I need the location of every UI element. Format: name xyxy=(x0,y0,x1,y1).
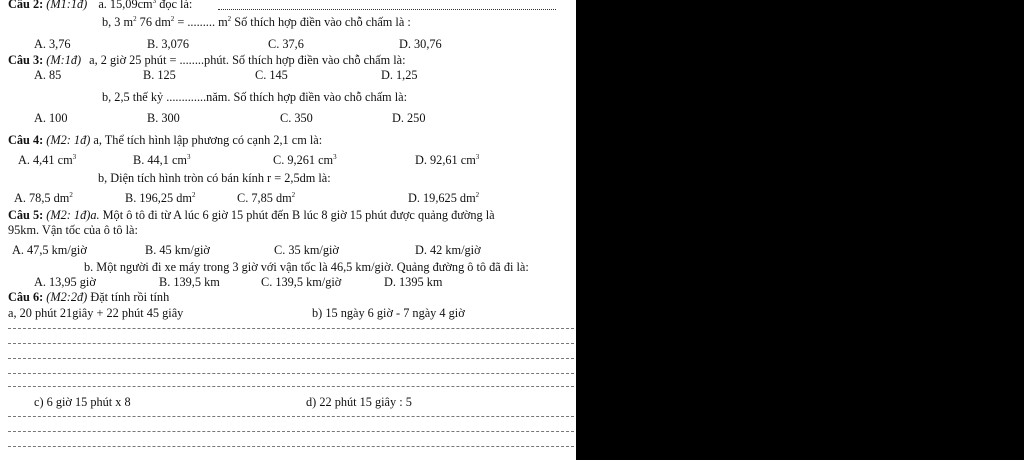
q4-header xyxy=(8,133,322,147)
q4-a-option-d[interactable]: D. 92,61 $cm^3$ xyxy=(415,153,480,167)
q4-b-option-a[interactable]: A. 78,5 $dm^2$ xyxy=(14,191,73,205)
q3-header xyxy=(8,53,406,67)
q5-a-text-line2: 95km. Vận tốc của ô tô là: xyxy=(8,223,138,237)
q5-b-option-b[interactable]: B. 139,5 km xyxy=(159,275,220,289)
q3-b-option-b[interactable]: B. 300 xyxy=(147,111,180,125)
q4-b-option-d[interactable]: D. 19,625 $dm^2$ xyxy=(408,191,480,205)
q3-level: (M:1đ) xyxy=(46,53,82,67)
q2-option-c[interactable]: C. 37,6 xyxy=(268,37,304,51)
q5-a-option-c[interactable]: C. 35 km/giờ xyxy=(274,243,339,257)
q5-header xyxy=(8,208,495,222)
q2-option-d[interactable]: D. 30,76 xyxy=(399,37,442,51)
q5-a-option-a[interactable]: A. 47,5 km/giờ xyxy=(12,243,87,257)
q6-label: Câu 6: xyxy=(8,290,44,304)
answer-line[interactable] xyxy=(8,328,574,329)
answer-line[interactable] xyxy=(8,416,574,417)
q2-a-text: a. $15,09cm^3$ đọc là: xyxy=(98,0,193,11)
q2-option-b[interactable]: B. 3,076 xyxy=(147,37,190,51)
q3-b-option-d[interactable]: D. 250 xyxy=(392,111,426,125)
q6-level: (M2:2đ) xyxy=(46,290,88,304)
q3-label: Câu 3: xyxy=(8,53,44,67)
q6-header xyxy=(8,290,169,304)
q2-label: Câu 2: xyxy=(8,0,44,11)
q4-a-option-a[interactable]: A. 4,41 $cm^3$ xyxy=(18,153,77,167)
q5-label: Câu 5: xyxy=(8,208,44,222)
q4-b-option-c[interactable]: C. 7,85 $dm^2$ xyxy=(237,191,296,205)
answer-line[interactable] xyxy=(8,431,574,432)
q5-b-option-c[interactable]: C. 139,5 km/giờ xyxy=(261,275,342,289)
q3-a-option-a[interactable]: A. 85 xyxy=(34,68,62,82)
q5-a-option-b[interactable]: B. 45 km/giờ xyxy=(145,243,210,257)
q4-label: Câu 4: xyxy=(8,133,44,147)
q4-b-option-b[interactable]: B. 196,25 $dm^2$ xyxy=(125,191,196,205)
q2-level: (M1:1đ) xyxy=(46,0,88,11)
q2-option-a[interactable]: A. 3,76 xyxy=(34,37,71,51)
q3-b-text: b, 2,5 thế kỷ .............năm. Số thích hợp điền vào chỗ chấm là: xyxy=(102,90,407,104)
q4-level: (M2: 1đ) xyxy=(46,133,91,147)
q6-a-text: a, 20 phút 21giây + 22 phút 45 giây xyxy=(8,306,184,320)
q4-a-text: a, Thể tích hình lập phương có cạnh 2,1 cm là: xyxy=(90,133,323,147)
answer-line[interactable] xyxy=(8,446,574,447)
q2-a-answer-line xyxy=(218,9,556,10)
q3-a-option-b[interactable]: B. 125 xyxy=(143,68,176,82)
answer-line[interactable] xyxy=(8,373,574,374)
black-background-panel xyxy=(576,0,1024,460)
q2-b-text: b, 3 $m^2$ 76 $dm^2$ = ......... $m^2$ Số thích hợp điền vào chỗ chấm là : xyxy=(102,15,411,29)
q5-b-text: b. Một người đi xe máy trong 3 giờ với vận tốc là 46,5 km/giờ. Quảng đường ô tô đã đi là: xyxy=(84,260,529,274)
q5-a-text-line1: Một ô tô đi từ A lúc 6 giờ 15 phút đến B lúc 8 giờ 15 phút được quảng đường là xyxy=(99,208,495,222)
answer-line[interactable] xyxy=(8,343,574,344)
q6-b-text: b) 15 ngày 6 giờ - 7 ngày 4 giờ xyxy=(312,306,465,320)
q5-b-option-a[interactable]: A. 13,95 giờ xyxy=(34,275,96,289)
q3-a-text: a, 2 giờ 25 phút = ........phút. Số thích hợp điền vào chỗ chấm là: xyxy=(89,53,406,67)
q6-c-text: c) 6 giờ 15 phút x 8 xyxy=(34,395,131,409)
q5-b-option-d[interactable]: D. 1395 km xyxy=(384,275,443,289)
q3-a-option-d[interactable]: D. 1,25 xyxy=(381,68,418,82)
q3-b-option-a[interactable]: A. 100 xyxy=(34,111,68,125)
q4-a-option-b[interactable]: B. 44,1 $cm^3$ xyxy=(133,153,191,167)
q5-a-option-d[interactable]: D. 42 km/giờ xyxy=(415,243,481,257)
q6-d-text: d) 22 phút 15 giây : 5 xyxy=(306,395,412,409)
answer-line[interactable] xyxy=(8,358,574,359)
answer-line[interactable] xyxy=(8,386,574,387)
q5-level: (M2: 1đ)a. xyxy=(46,208,100,222)
q4-b-text: b, Diện tích hình tròn có bán kính r = 2,5dm là: xyxy=(98,171,331,185)
q6-title: Đặt tính rồi tính xyxy=(87,290,170,304)
q3-b-option-c[interactable]: C. 350 xyxy=(280,111,313,125)
q3-a-option-c[interactable]: C. 145 xyxy=(255,68,288,82)
q4-a-option-c[interactable]: C. 9,261 $cm^3$ xyxy=(273,153,337,167)
q2-header xyxy=(8,0,192,11)
